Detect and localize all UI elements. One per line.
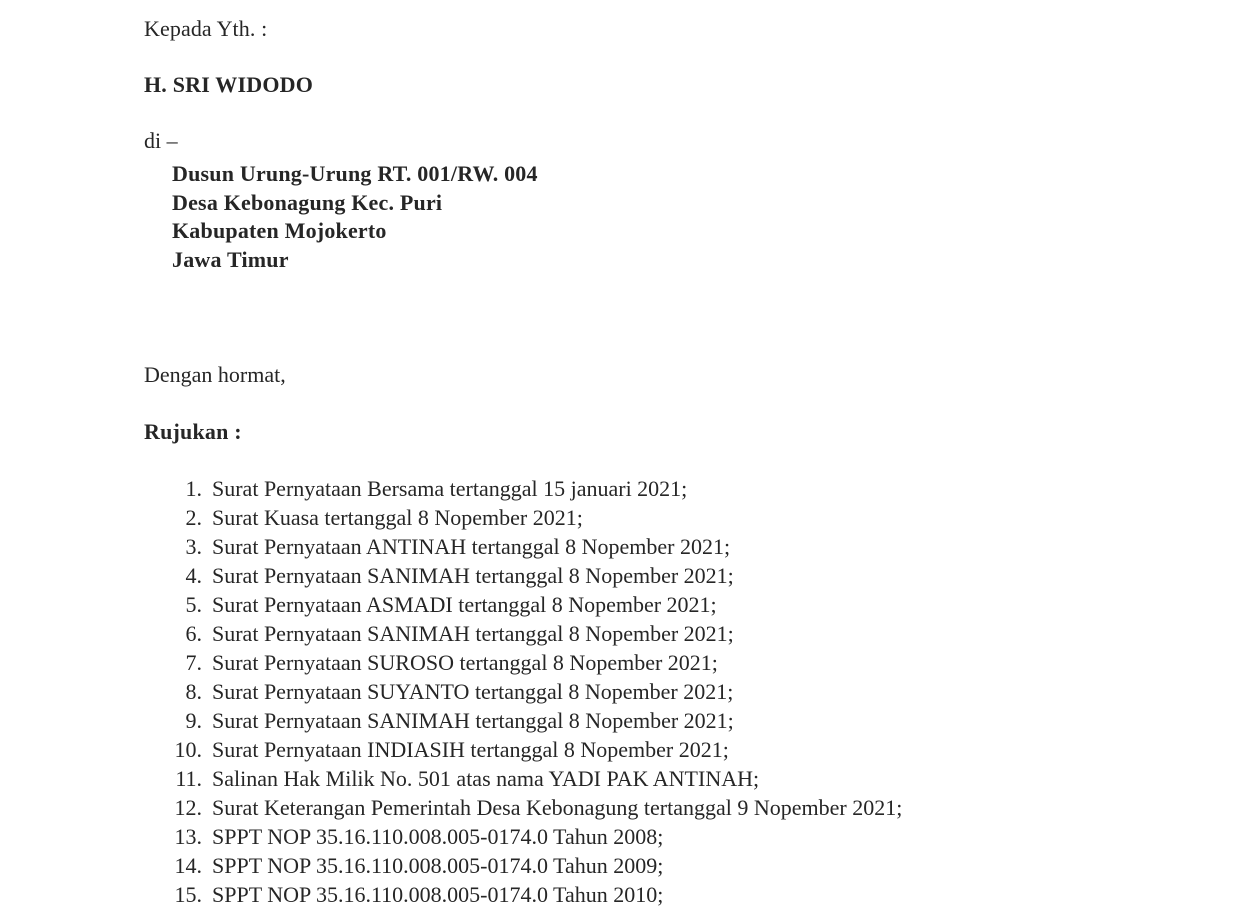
address-line: Dusun Urung-Urung RT. 001/RW. 004 (172, 161, 538, 186)
list-item-number: 15. (174, 882, 202, 907)
references-list (144, 474, 1204, 909)
list-item-number: 14. (174, 853, 202, 878)
list-item (144, 590, 1204, 619)
list-item (144, 793, 1204, 822)
list-item-number: 4. (185, 563, 202, 588)
list-item (144, 764, 1204, 793)
salutation-label: Kepada Yth. : (144, 16, 268, 41)
list-item (144, 851, 1204, 880)
address-line: Desa Kebonagung Kec. Puri (172, 189, 443, 215)
list-item-number: 11. (175, 766, 202, 791)
list-item-text: Surat Pernyataan SUROSO tertanggal 8 Nopember 2021; (212, 650, 718, 675)
address-lines (172, 160, 1044, 274)
recipient-name: H. SRI WIDODO (144, 72, 314, 97)
address-line: Kabupaten Mojokerto (172, 218, 387, 243)
list-item (144, 503, 1204, 532)
list-item-text: Surat Pernyataan ASMADI tertanggal 8 Nopember 2021; (212, 592, 717, 617)
list-item-text: Surat Pernyataan SUYANTO tertanggal 8 Nopember 2021; (212, 679, 734, 704)
list-item (144, 561, 1204, 590)
list-item-text: Surat Pernyataan SANIMAH tertanggal 8 Nopember 2021; (212, 621, 734, 646)
list-item-number: 10. (174, 737, 202, 762)
list-item (144, 648, 1204, 677)
list-item-text: Surat Pernyataan Bersama tertanggal 15 januari 2021; (212, 476, 688, 501)
list-item-text: Surat Pernyataan SANIMAH tertanggal 8 Nopember 2021; (212, 708, 734, 733)
list-item-text: Surat Keterangan Pemerintah Desa Kebonagung tertanggal 9 Nopember 2021; (212, 795, 903, 820)
list-item-text: SPPT NOP 35.16.110.008.005-0174.0 Tahun 2008; (212, 824, 664, 849)
list-item-text: Surat Pernyataan SANIMAH tertanggal 8 Nopember 2021; (212, 563, 734, 588)
list-item (144, 532, 1204, 561)
list-item-text: Surat Pernyataan ANTINAH tertanggal 8 Nopember 2021; (212, 534, 731, 559)
list-item (144, 822, 1204, 851)
list-item-number: 2. (185, 505, 202, 530)
list-item (144, 474, 1204, 503)
list-item-number: 6. (185, 621, 202, 646)
list-item-text: Salinan Hak Milik No. 501 atas nama YADI PAK ANTINAH; (212, 766, 760, 791)
list-item-number: 7. (185, 650, 202, 675)
list-item (144, 619, 1204, 648)
list-item (144, 735, 1204, 764)
list-item-number: 9. (185, 708, 202, 733)
list-item-text: SPPT NOP 35.16.110.008.005-0174.0 Tahun 2010; (212, 882, 664, 907)
greeting-text: Dengan hormat, (144, 362, 286, 387)
list-item-text: SPPT NOP 35.16.110.008.005-0174.0 Tahun 2009; (212, 853, 664, 878)
list-item-number: 8. (185, 679, 202, 704)
list-item-number: 1. (185, 476, 202, 501)
list-item-text: Surat Pernyataan INDIASIH tertanggal 8 Nopember 2021; (212, 737, 729, 762)
list-item-number: 5. (185, 592, 202, 617)
list-item (144, 880, 1204, 909)
list-item (144, 677, 1204, 706)
list-item-number: 13. (174, 824, 202, 849)
address-line: Jawa Timur (172, 246, 289, 272)
list-item-number: 12. (174, 795, 202, 820)
list-item-number: 3. (185, 534, 202, 559)
list-item-text: Surat Kuasa tertanggal 8 Nopember 2021; (212, 505, 583, 530)
at-label: di – (144, 128, 178, 153)
addressee-block (144, 14, 1044, 290)
list-item (144, 706, 1204, 735)
references-heading: Rujukan : (144, 419, 242, 444)
